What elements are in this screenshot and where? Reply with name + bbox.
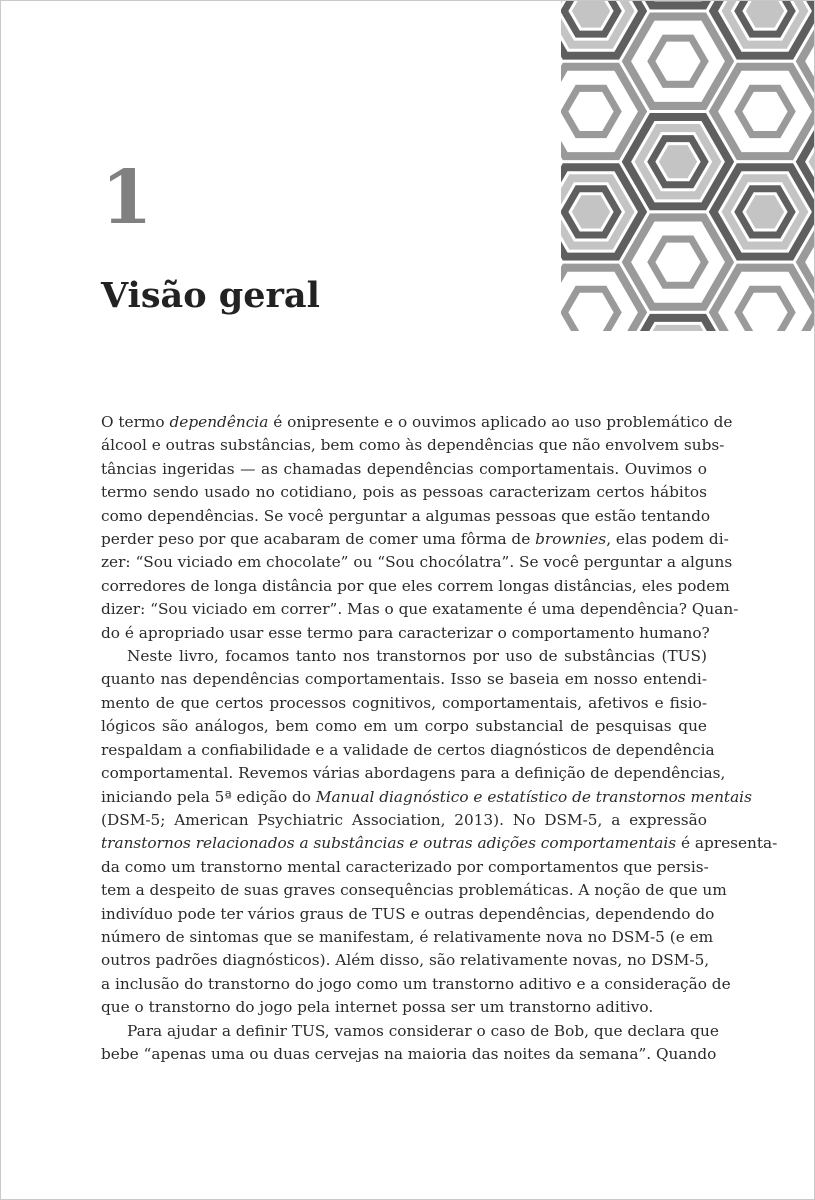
text-line bbox=[101, 1043, 717, 1066]
text-line bbox=[101, 692, 707, 715]
text-line bbox=[101, 1020, 719, 1043]
paragraph bbox=[101, 1020, 719, 1067]
italic-text: transtornos relacionados a substâncias e outras adições comportamentais bbox=[101, 834, 677, 853]
hexagon-ring bbox=[570, 93, 612, 129]
text-line bbox=[101, 505, 711, 528]
hexagon-ring bbox=[744, 93, 786, 129]
text-segment: , elas podem di- bbox=[606, 530, 729, 549]
text-line bbox=[101, 949, 710, 972]
text-segment: iniciando pela 5ª edição do bbox=[101, 787, 316, 806]
text-line bbox=[101, 598, 739, 621]
text-line bbox=[101, 645, 707, 668]
text-line bbox=[101, 926, 714, 949]
text-segment: Neste livro, focamos tanto nos transtornos por uso de substâncias (TUS) bbox=[127, 647, 707, 666]
italic-text: Manual diagnóstico e estatístico de transtornos mentais bbox=[315, 787, 752, 806]
text-line bbox=[101, 762, 726, 785]
text-segment: bebe “apenas uma ou duas cervejas na maioria das noites da semana”. Quando bbox=[101, 1044, 717, 1063]
text-segment: a inclusão do transtorno do jogo como um transtorno aditivo e a consideração de bbox=[101, 974, 731, 993]
hexagon-ring bbox=[570, 294, 612, 330]
text-segment: como dependências. Se você perguntar a algumas pessoas que estão tentando bbox=[101, 506, 711, 525]
text-segment: (DSM-5; American Psychiatric Association, 2013). No DSM-5, a expressão bbox=[101, 810, 707, 829]
chapter-number: 1 bbox=[101, 155, 153, 241]
text-segment: lógicos são análogos, bem como em um corpo substancial de pesquisas que bbox=[101, 717, 707, 736]
text-segment: comportamental. Revemos várias abordagens para a definição de dependências, bbox=[101, 764, 726, 783]
body-text bbox=[101, 411, 778, 1066]
text-line bbox=[101, 551, 733, 574]
text-line bbox=[101, 668, 707, 691]
text-segment: zer: “Sou viciado em chocolate” ou “Sou chocólatra”. Se você perguntar a alguns bbox=[101, 553, 733, 572]
text-line bbox=[101, 996, 707, 1019]
text-segment: Para ajudar a definir TUS, vamos considerar o caso de Bob, que declara que bbox=[127, 1021, 719, 1040]
text-segment: termo sendo usado no cotidiano, pois as pessoas caracterizam certos hábitos bbox=[101, 483, 707, 502]
text-segment: mento de que certos processos cognitivos, comportamentais, afetivos e fisio- bbox=[101, 693, 707, 712]
text-line bbox=[101, 856, 707, 879]
text-line bbox=[101, 622, 710, 645]
text-segment: número de sintomas que se manifestam, é relativamente nova no DSM-5 (e em bbox=[101, 927, 714, 946]
text-segment: álcool e outras substâncias, bem como às dependências que não envolvem subs- bbox=[101, 436, 725, 455]
text-line bbox=[101, 973, 731, 996]
text-line bbox=[101, 528, 729, 551]
text-line bbox=[101, 434, 725, 457]
paragraph bbox=[101, 645, 778, 1020]
text-line bbox=[101, 879, 727, 902]
hexagon-ring bbox=[744, 194, 786, 230]
text-line bbox=[101, 411, 733, 434]
hexagon-ring bbox=[744, 294, 786, 330]
text-segment: é onipresente e o ouvimos aplicado ao uso problemático de bbox=[268, 413, 733, 431]
hexagon-ring bbox=[570, 194, 612, 230]
text-segment: tâncias ingeridas — as chamadas dependências comportamentais. Ouvimos o bbox=[101, 459, 707, 478]
chapter-title: Visão geral bbox=[101, 275, 320, 316]
text-segment: indivíduo pode ter vários graus de TUS e outras dependências, dependendo do bbox=[101, 904, 715, 923]
text-line bbox=[101, 903, 715, 926]
hexagon-ring bbox=[657, 144, 699, 180]
text-line bbox=[101, 575, 730, 598]
text-segment: quanto nas dependências comportamentais. Isso se baseia em nosso entendi- bbox=[101, 670, 707, 689]
hexagon-ring bbox=[657, 244, 699, 280]
italic-text: dependência bbox=[169, 413, 269, 431]
text-line bbox=[101, 809, 707, 832]
text-segment: respaldam a confiabilidade e a validade de certos diagnósticos de dependência bbox=[101, 740, 715, 759]
paragraph bbox=[101, 411, 739, 645]
text-line bbox=[101, 832, 778, 855]
text-line bbox=[101, 715, 707, 738]
hexagon-ring bbox=[657, 43, 699, 79]
text-line bbox=[101, 458, 707, 481]
text-line bbox=[101, 739, 715, 762]
text-segment: tem a despeito de suas graves consequências problemáticas. A noção de que um bbox=[101, 881, 727, 900]
text-segment: corredores de longa distância por que eles correm longas distâncias, eles podem bbox=[101, 576, 730, 595]
text-segment: do é apropriado usar esse termo para caracterizar o comportamento humano? bbox=[101, 623, 710, 642]
text-segment: dizer: “Sou viciado em correr”. Mas o que exatamente é uma dependência? Quan- bbox=[101, 600, 739, 619]
text-segment: é apresenta- bbox=[676, 834, 778, 853]
text-segment: outros padrões diagnósticos). Além disso, são relativamente novas, no DSM-5, bbox=[101, 951, 710, 970]
text-line bbox=[101, 786, 752, 809]
italic-text: brownies bbox=[535, 530, 607, 549]
text-line bbox=[101, 481, 707, 504]
text-segment: perder peso por que acabaram de comer uma fôrma de bbox=[101, 530, 536, 549]
hexagon-pattern-decoration bbox=[561, 1, 814, 331]
text-segment: que o transtorno do jogo pela internet possa ser um transtorno aditivo. bbox=[101, 998, 654, 1017]
text-segment: O termo bbox=[101, 413, 170, 431]
text-segment: da como um transtorno mental caracterizado por comportamentos que persis- bbox=[101, 857, 709, 876]
